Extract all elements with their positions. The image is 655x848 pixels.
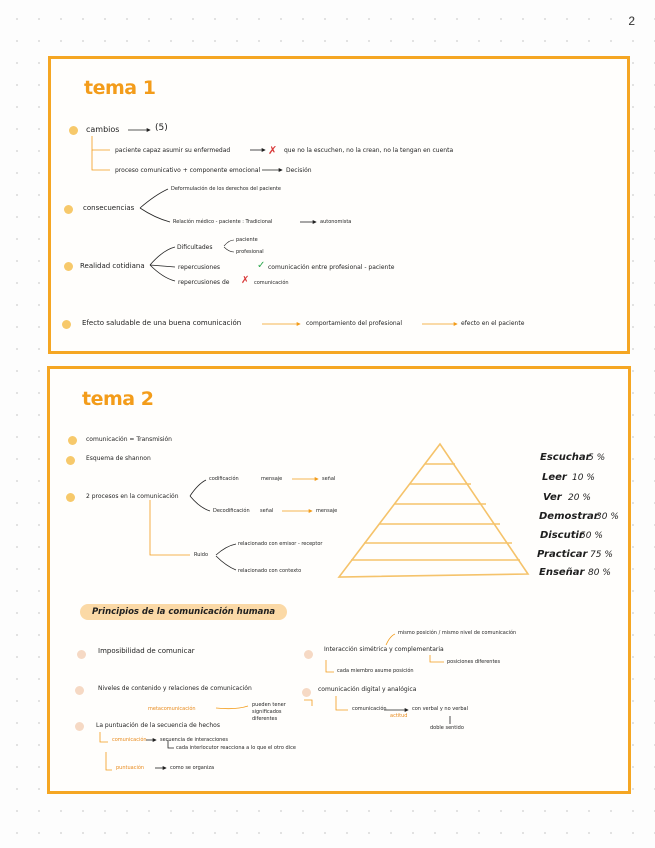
- pyramid-percent-0: 5 %: [588, 453, 606, 463]
- bullet-item-2: [66, 456, 75, 465]
- cross-icon: ✗: [241, 275, 250, 286]
- cambio-2: proceso comunicativo + componente emocional: [115, 167, 261, 174]
- check-icon: ✓: [257, 260, 266, 271]
- pyramid-label-0: Escuchar: [540, 452, 591, 463]
- principio-3: La puntuación de la secuencia de hechos: [96, 722, 220, 729]
- pyramid-percent-5: 75 %: [590, 550, 613, 560]
- bullet-p5: [302, 688, 311, 697]
- cambios-label: cambios: [86, 125, 120, 134]
- decodificacion-label: Decodificación: [213, 508, 250, 514]
- pyramid-label-4: Discutir: [540, 530, 584, 541]
- page-number: 2: [628, 14, 635, 28]
- pyramid-label-6: Enseñar: [539, 567, 585, 578]
- repercusiones-a-tail: comunicación entre profesional - paciente: [268, 264, 395, 271]
- bullet-item-3: [66, 493, 75, 502]
- repercusiones-a: repercusiones: [178, 264, 221, 271]
- principio-4-right: posiciones diferentes: [447, 659, 501, 665]
- cambio-2-result: Decisión: [286, 167, 312, 174]
- efecto-3: efecto en el paciente: [461, 320, 525, 327]
- efecto-label: Efecto saludable de una buena comunicación: [82, 319, 242, 327]
- pyramid-percent-4: 50 %: [580, 531, 603, 541]
- principio-4-left: cada miembro asume posición: [337, 668, 414, 674]
- pyramid-percent-6: 80 %: [588, 568, 611, 578]
- repercusiones-b: repercusiones de: [178, 279, 230, 286]
- pyramid-label-1: Leer: [542, 472, 567, 483]
- pyramid-percent-2: 20 %: [568, 493, 591, 503]
- principio-4: Interacción simétrica y complementaria: [324, 646, 444, 653]
- principio-3-c-tail: como se organiza: [170, 765, 215, 771]
- efecto-2: comportamiento del profesional: [306, 320, 403, 327]
- principio-1: Imposibilidad de comunicar: [98, 647, 195, 655]
- item-2: Esquema de shannon: [86, 455, 151, 462]
- cross-circle-icon: ✗: [268, 144, 278, 157]
- bullet-p2: [75, 686, 84, 695]
- dificultades-label: Dificultades: [177, 244, 213, 251]
- principio-3-a: comunicación: [112, 737, 147, 743]
- repercusiones-b-tail: comunicación: [254, 280, 289, 286]
- dificultad-paciente: paciente: [236, 237, 258, 243]
- principio-3-c: puntuación: [116, 765, 145, 771]
- item-3: 2 procesos en la comunicación: [86, 493, 179, 500]
- tema-2-title: tema 2: [82, 388, 154, 410]
- pyramid-label-2: Ver: [543, 492, 562, 503]
- cambios-count: (5): [155, 123, 168, 133]
- bullet-p4: [304, 650, 313, 659]
- pyramid-percent-1: 10 %: [572, 473, 595, 483]
- bullet-item-1: [68, 436, 77, 445]
- senal-label: señal: [322, 476, 336, 482]
- ruido-b: relacionado con contexto: [238, 568, 302, 574]
- codificacion-label: codificación: [209, 476, 239, 482]
- dificultad-profesional: profesional: [236, 249, 264, 255]
- consecuencia-1: Deformulación de los derechos del paciente: [171, 186, 281, 192]
- consecuencia-2: Relación médico - paciente : Tradicional: [173, 219, 273, 225]
- tema-1-title: tema 1: [84, 77, 156, 99]
- principio-5-b: actitud: [390, 713, 408, 719]
- pyramid-label-3: Demostrar: [539, 511, 599, 522]
- senal-2-label: señal: [260, 508, 274, 514]
- bullet-p3: [75, 722, 84, 731]
- realidad-label: Realidad cotidiana: [80, 262, 145, 270]
- bullet-realidad: [64, 262, 73, 271]
- principio-2-sub: metacomunicación: [148, 706, 196, 712]
- tema-2-card: [47, 366, 631, 794]
- bullet-cambios: [69, 126, 78, 135]
- cambio-1: paciente capaz asumir su enfermedad: [115, 147, 231, 154]
- principio-2: Niveles de contenido y relaciones de comunicación: [98, 685, 252, 692]
- principio-5-c: doble sentido: [430, 725, 464, 731]
- tema-1-card: [48, 56, 630, 354]
- consecuencia-2-result: autonomista: [320, 219, 352, 225]
- principio-3-b: cada interlocutor reacciona a lo que el otro dice: [176, 745, 296, 751]
- cambio-1-result: que no la escuchen, no la crean, no la tengan en cuenta: [284, 147, 454, 154]
- principio-5: comunicación digital y analógica: [318, 686, 417, 693]
- principio-3-a-tail: secuencia de interacciones: [160, 737, 228, 743]
- consecuencias-label: consecuencias: [83, 204, 135, 212]
- bullet-p1: [77, 650, 86, 659]
- bullet-consecuencias: [64, 205, 73, 214]
- pyramid-label-5: Practicar: [537, 549, 588, 560]
- principio-4-top: mismo posición / mismo nivel de comunicación: [398, 630, 517, 636]
- mensaje-2-label: mensaje: [316, 508, 338, 514]
- principio-5-a-tail: con verbal y no verbal: [412, 706, 468, 712]
- principio-2-note: pueden tener significados diferentes: [252, 702, 286, 722]
- mensaje-label: mensaje: [261, 476, 283, 482]
- item-1: comunicación = Transmisión: [86, 436, 172, 443]
- principio-5-a: comunicación: [352, 706, 387, 712]
- ruido-a: relacionado con emisor - receptor: [238, 541, 323, 547]
- pyramid-percent-3: 30 %: [596, 512, 619, 522]
- ruido-label: Ruido: [194, 552, 209, 558]
- bullet-efecto: [62, 320, 71, 329]
- principios-title: Principios de la comunicación humana: [80, 604, 287, 620]
